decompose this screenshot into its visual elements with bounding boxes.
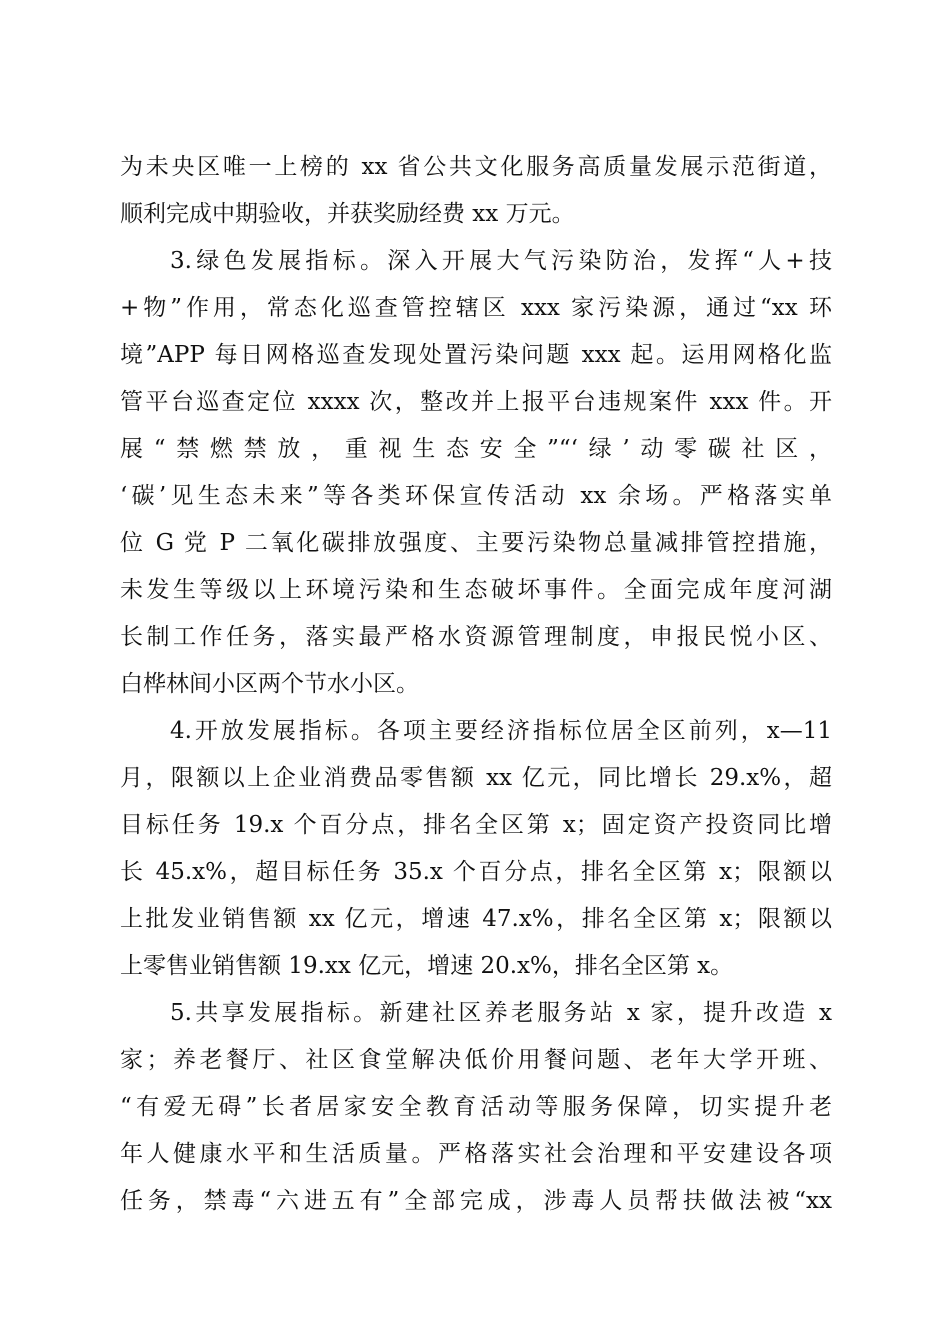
text-line: 白桦林间小区两个节水小区。	[120, 671, 419, 697]
text-line: 管平台巡查定位 xxxx 次，整改并上报平台违规案件 xxx 件。开	[120, 389, 832, 415]
text-line: 年人健康水平和生活质量。严格落实社会治理和平安建设各项	[120, 1141, 832, 1167]
text-line: 月，限额以上企业消费品零售额 xx 亿元，同比增长 29.x%，超	[120, 765, 832, 791]
text-line: 上批发业销售额 xx 亿元，增速 47.x%，排名全区第 x；限额以	[120, 906, 832, 932]
text-line: 目标任务 19.x 个百分点，排名全区第 x；固定资产投资同比增	[120, 812, 832, 838]
text-line: 家；养老餐厅、社区食堂解决低价用餐问题、老年大学开班、	[120, 1047, 832, 1073]
text-line: 顺利完成中期验收，并获奖励经费 xx 万元。	[120, 201, 575, 227]
text-line: 境”APP 每日网格巡查发现处置污染问题 xxx 起。运用网格化监	[120, 342, 832, 368]
paragraph-heading-line: 5.共享发展指标。新建社区养老服务站 x 家，提升改造 x	[170, 1000, 832, 1026]
text-line: 位 G 党 P 二氧化碳排放强度、主要污染物总量减排管控措施，	[120, 530, 832, 556]
text-line: 展“禁燃禁放，重视生态安全”“‘绿’动零碳社区，	[120, 436, 832, 462]
text-line: 上零售业销售额 19.xx 亿元，增速 20.x%，排名全区第 x。	[120, 953, 734, 979]
text-line: 任务，禁毒“六进五有”全部完成，涉毒人员帮扶做法被“xx	[120, 1188, 832, 1214]
text-line: 为未央区唯一上榜的 xx 省公共文化服务高质量发展示范街道，	[120, 154, 832, 180]
paragraph-heading-line: 4.开放发展指标。各项主要经济指标位居全区前列，x—11	[170, 718, 832, 744]
text-line: 长 45.x%，超目标任务 35.x 个百分点，排名全区第 x；限额以	[120, 859, 832, 885]
text-line: 未发生等级以上环境污染和生态破坏事件。全面完成年度河湖	[120, 577, 832, 603]
text-line: ‘碳’见生态未来”等各类环保宣传活动 xx 余场。严格落实单	[120, 483, 832, 509]
paragraph-heading-line: 3.绿色发展指标。深入开展大气污染防治，发挥“人+技	[170, 248, 832, 274]
text-line: +物”作用，常态化巡查管控辖区 xxx 家污染源，通过“xx 环	[120, 295, 832, 321]
text-line: 长制工作任务，落实最严格水资源管理制度，申报民悦小区、	[120, 624, 832, 650]
document-body	[120, 144, 832, 1225]
text-line: “有爱无碍”长者居家安全教育活动等服务保障，切实提升老	[120, 1094, 832, 1120]
